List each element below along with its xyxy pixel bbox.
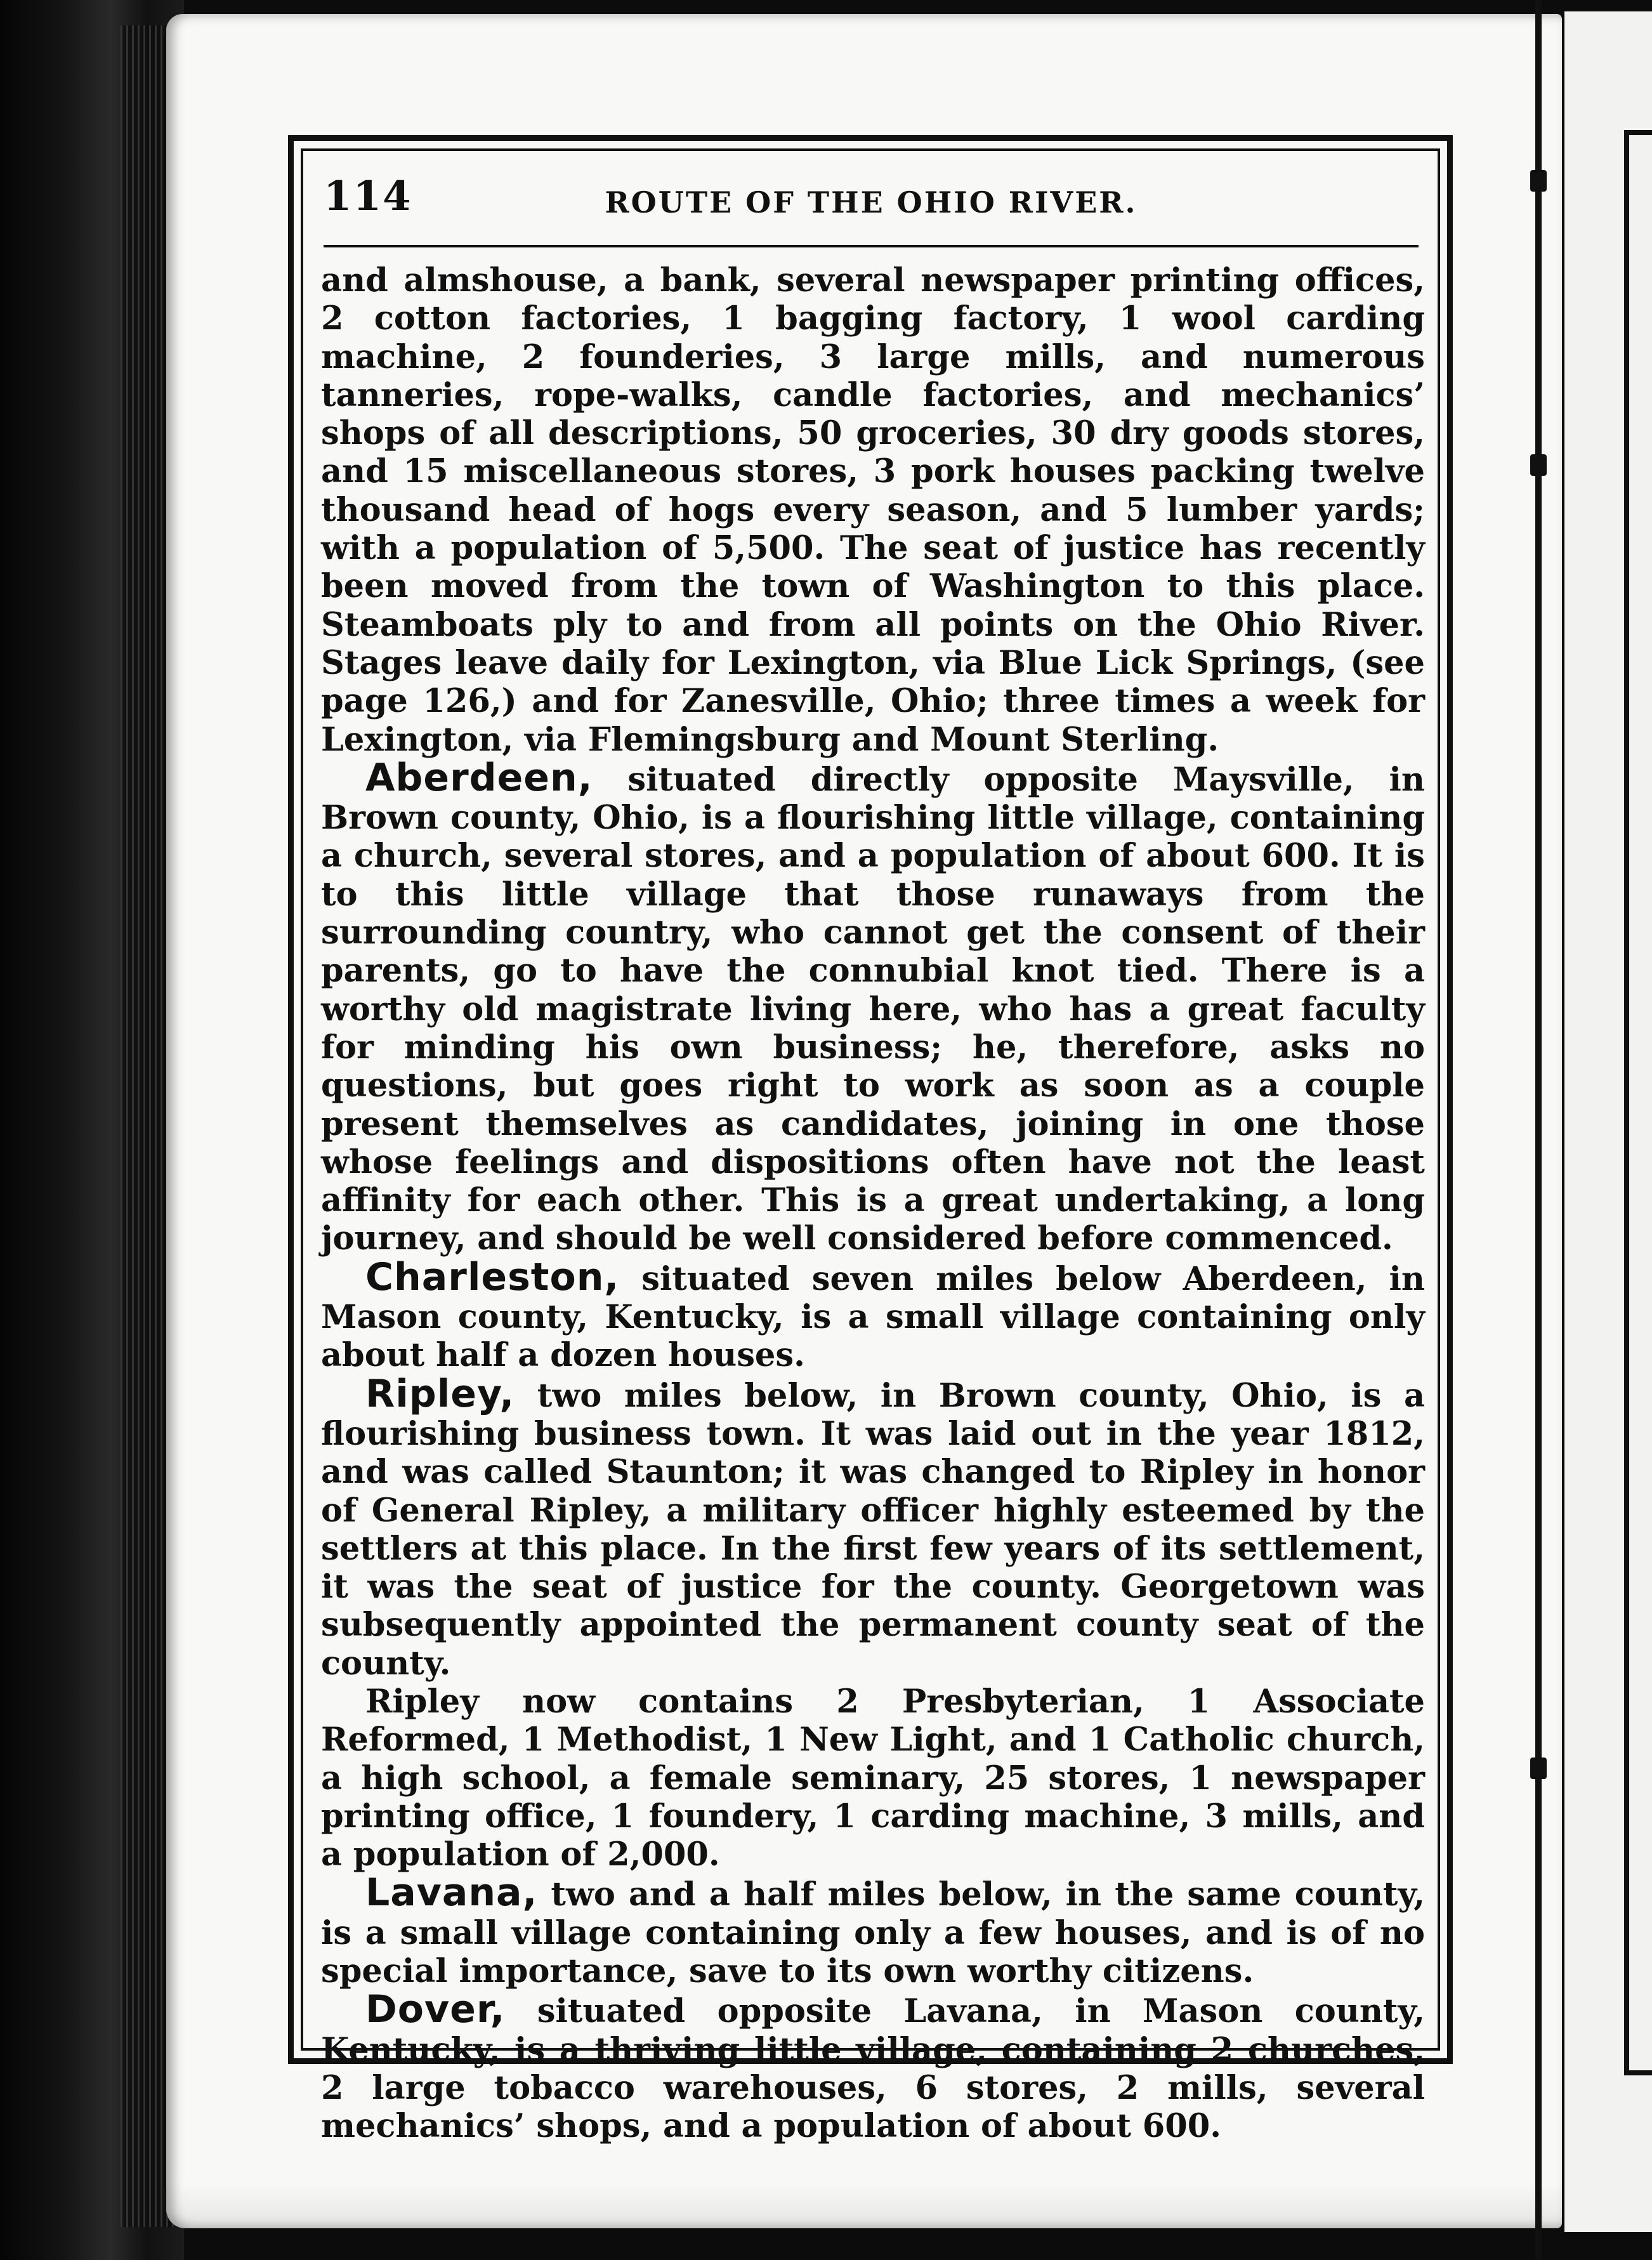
place-name-heading: Charleston,: [365, 1254, 620, 1299]
facing-page-fold-line: [1535, 0, 1542, 2260]
place-name-heading: Dover,: [365, 1987, 506, 2032]
paragraph-text: two miles below, in Brown county, Ohio, is a flourishing business town. It was laid out in the year 1812, and was called Staunton; it was changed to Ripley in honor of General Ripley, a military officer highly esteemed by the settlers at this place. In the first few years of its settlement, it was the seat of justice for the county. Georgetown was subsequently appointed the permanent county seat of the county.: [321, 1376, 1425, 1683]
paragraph-text: situated directly opposite Maysville, in Brown county, Ohio, is a flourishing little village, containing a church, several stores, and a population of about 600. It is to this little village that those runaways from the surrounding country, who cannot get the consent of their parents, go to have the connubial knot tied. There is a worthy old magistrate living here, who has a great faculty for minding his own business; he, therefore, asks no questions, but goes right to work as soon as a couple present themselves as candidates, joining in one those whose feelings and dispositions often have not the least affinity for each other. This is a great undertaking, a long journey, and should be well considered before commenced.: [321, 760, 1425, 1258]
body-text: [321, 261, 1425, 2146]
fold-line-mark-bottom: [1530, 1757, 1547, 1779]
page-number: 114: [324, 173, 412, 220]
page-bottom-shade: [166, 2183, 1562, 2228]
running-head: ROUTE OF THE OHIO RIVER.: [605, 185, 1137, 220]
place-name-heading: Lavana,: [365, 1870, 538, 1915]
paragraph-text: Ripley now contains 2 Presbyterian, 1 Associate Reformed, 1 Methodist, 1 New Light, and 1 Catholic church, a high school, a female seminary, 25 stores, 1 newspaper printing office, 1 foundery, 1 carding machine, 3 mills, and a population of 2,000.: [321, 1682, 1425, 1874]
paragraph-maysville-continued: [321, 261, 1425, 759]
paragraph-text: and almshouse, a bank, several newspaper printing offices, 2 cotton factories, 1 bagging factory, 1 wool carding machine, 2 founderies, 3 large mills, and numerous tanneries, rope-walks, candle factories, and mechanics’ shops of all descriptions, 50 groceries, 30 dry goods stores, and 15 miscellaneous stores, 3 pork houses packing twelve thousand head of hogs every season, and 5 lumber yards; with a population of 5,500. The seat of justice has recently been moved from the town of Washington to this place. Steamboats ply to and from all points on the Ohio River. Stages leave daily for Lexington, via Blue Lick Springs, (see page 126,) and for Zanesville, Ohio; three times a week for Lexington, via Flemingsburg and Mount Sterling.: [321, 261, 1425, 759]
paragraph-text: situated opposite Lavana, in Mason county, Kentucky, is a thriving little village, containing 2 churches, 2 large tobacco warehouses, 6 stores, 2 mills, several mechanics’ shops, and a population of about 600.: [321, 1992, 1425, 2146]
paragraph-text: two and a half miles below, in the same county, is a small village containing only a few houses, and is of no special importance, save to its own worthy citizens.: [321, 1876, 1425, 1991]
paragraph-text: situated seven miles below Aberdeen, in Mason county, Kentucky, is a small village containing only about half a dozen houses.: [321, 1259, 1425, 1375]
paragraph-charleston: [321, 1254, 1425, 1375]
fold-line-mark-top: [1530, 170, 1547, 192]
place-name-heading: Aberdeen,: [365, 755, 593, 800]
book-binding-gutter: [0, 0, 184, 2260]
header-rule: [324, 245, 1419, 247]
paragraph-lavana: [321, 1870, 1425, 1991]
paragraph-dover: [321, 1987, 1425, 2146]
facing-page-frame: [1624, 130, 1652, 2075]
place-name-heading: Ripley,: [365, 1371, 515, 1416]
paragraph-ripley-contents: [321, 1683, 1425, 1874]
page-header: [324, 173, 1419, 223]
paragraph-aberdeen: [321, 755, 1425, 1258]
fold-line-mark-middle: [1530, 454, 1547, 476]
paragraph-ripley: [321, 1371, 1425, 1683]
